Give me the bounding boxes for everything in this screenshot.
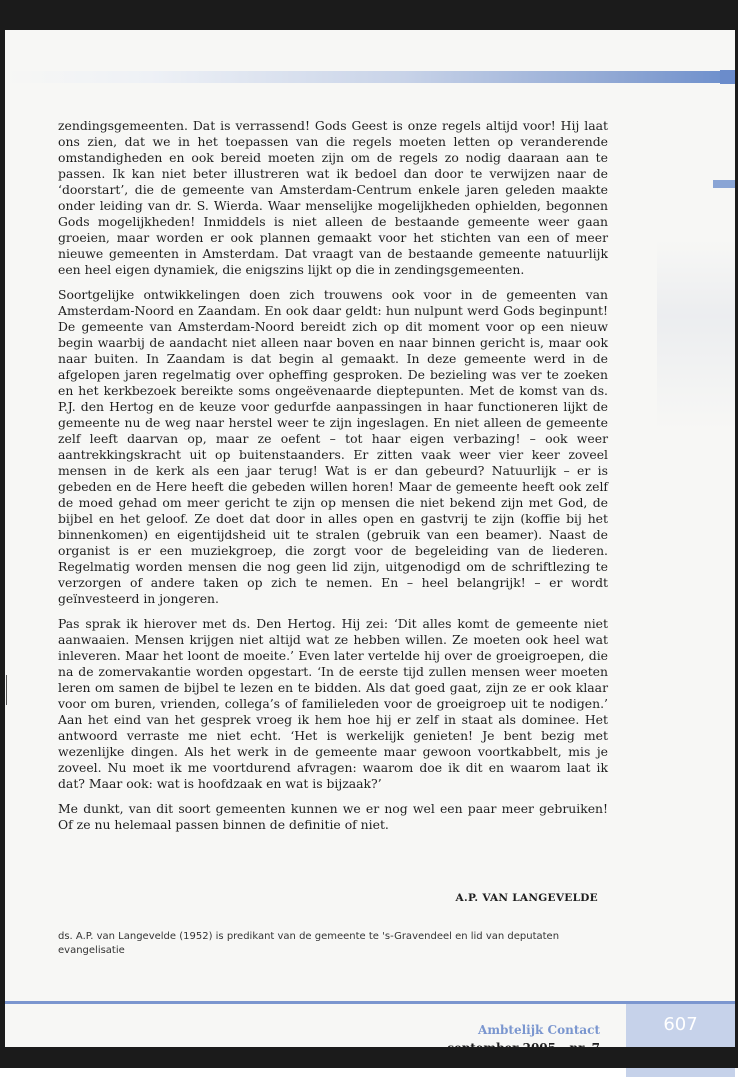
document-page: [5, 30, 735, 1047]
bottom-scan-border: [0, 1047, 738, 1068]
author-footnote: ds. A.P. van Langevelde (1952) is predikant van de gemeente te 's-Gravendeel en lid van deputaten evangelisatie: [58, 931, 560, 956]
magazine-title: Ambtelijk Contact: [478, 1023, 600, 1037]
side-color-tab: [713, 180, 735, 188]
header-band-end: [720, 70, 735, 84]
article-author: A.P. VAN LANGEVELDE: [455, 892, 598, 904]
article-paragraph: zendingsgemeenten. Dat is verrassend! Gods Geest is onze regels altijd voor! Hij laat ons zien, dat we in het toepassen van die regels moeten letten op veranderende omstandigheden en ook bereid moeten zijn om de regels zo nodig daaraan aan te passen. Ik kan niet beter illustreren wat ik bedoel dan door te verwijzen naar de ‘doorstart’, die de gemeente van Amsterdam-Centrum enkele jaren geleden maakte onder leiding van dr. S. Wierda. Waar menselijke mogelijkheden ophielden, begonnen Gods mogelijkheden! Inmiddels is niet alleen de bestaande gemeente weer gaan groeien, maar worden er ook plannen gemaakt voor het stichten van een of meer nieuwe gemeenten in Amsterdam. Dat vraagt van de bestaande gemeente natuurlijk een heel eigen dynamiek, die enigszins lijkt op die in zendingsgemeenten.: [58, 118, 608, 277]
top-scan-border: [0, 0, 738, 30]
scan-fold-mark: [6, 675, 7, 705]
header-gradient-band: [5, 71, 730, 83]
show-through-shadow: [657, 240, 735, 430]
article-paragraph: Me dunkt, van dit soort gemeenten kunnen we er nog wel een paar meer gebruiken! Of ze nu helemaal passen binnen de definitie of niet.: [58, 801, 608, 832]
article-body: [58, 118, 608, 833]
article-paragraph: Pas sprak ik hierover met ds. Den Hertog. Hij zei: ‘Dit alles komt de gemeente niet aanwaaien. Mensen krijgen niet altijd wat ze hebben willen. Ze moeten ook heel wat inleveren. Maar het loont de moeite.’ Even later vertelde hij over de groeigroepen, die na de zomervakantie worden opgestart. ‘In de eerste tijd zullen mensen weer moeten leren om samen de bijbel te lezen en te bidden. Als dat goed gaat, zijn ze er ook klaar voor om buren, vrienden, collega’s of familieleden voor de groeigroep uit te nodigen.’ Aan het eind van het gesprek vroeg ik hem hoe hij er zelf in staat als dominee. Het antwoord verraste me niet echt. ‘Het is werkelijk genieten! Je bent bezig met wezenlijke dingen. Als het werk in de gemeente maar gewoon voortkabbelt, mis je zoveel. Nu moet ik me voortdurend afvragen: waarom doe ik dit en waarom laat ik dat? Maar ook: wat is hoofdzaak en wat is bijzaak?’: [58, 616, 608, 791]
page-number: 607: [663, 1014, 698, 1035]
article-paragraph: Soortgelijke ontwikkelingen doen zich trouwens ook voor in de gemeenten van Amsterdam-Noord en Zaandam. En ook daar geldt: hun nulpunt werd Gods beginpunt! De gemeente van Amsterdam-Noord bereidt zich op dit moment voor op een nieuw begin waarbij de aandacht niet alleen naar boven en naar binnen gericht is, maar ook naar buiten. In Zaandam is dat begin al gemaakt. In deze gemeente werd in de afgelopen jaren regelmatig over opheffing gesproken. De bezieling was ver te zoeken en het kerkbezoek bereikte soms ongeëvenaarde dieptepunten. Met de komst van ds. P.J. den Hertog en de keuze voor gedurfde aanpassingen in haar functioneren lijkt de gemeente nu de weg naar herstel weer te zijn ingeslagen. En niet alleen de gemeente zelf leeft daarvan op, maar ze oefent – tot haar eigen verbazing! – ook weer aantrekkingskracht uit op buitenstaanders. Er zitten vaak weer vier keer zoveel mensen in de kerk als een jaar terug! Wat is er dan gebeurd? Natuurlijk – er is gebeden en de Here heeft die gebeden willen horen! Maar de gemeente heeft ook zelf de moed gehad om meer gericht te zijn op mensen die niet bekend zijn met God, de bijbel en het geloof. Ze doet dat door in alles open en gastvrij te zijn (koffie bij het binnenkomen) en eigentijdsheid uit te stralen (gebruik van een beamer). Naast de organist is er een muziekgroep, die zorgt voor de begeleiding van de liederen. Regelmatig worden mensen die nog geen lid zijn, uitgenodigd om de schriftlezing te verzorgen of andere taken op zich te nemen. En – heel belangrijk! – er wordt geïnvesteerd in jongeren.: [58, 287, 608, 606]
